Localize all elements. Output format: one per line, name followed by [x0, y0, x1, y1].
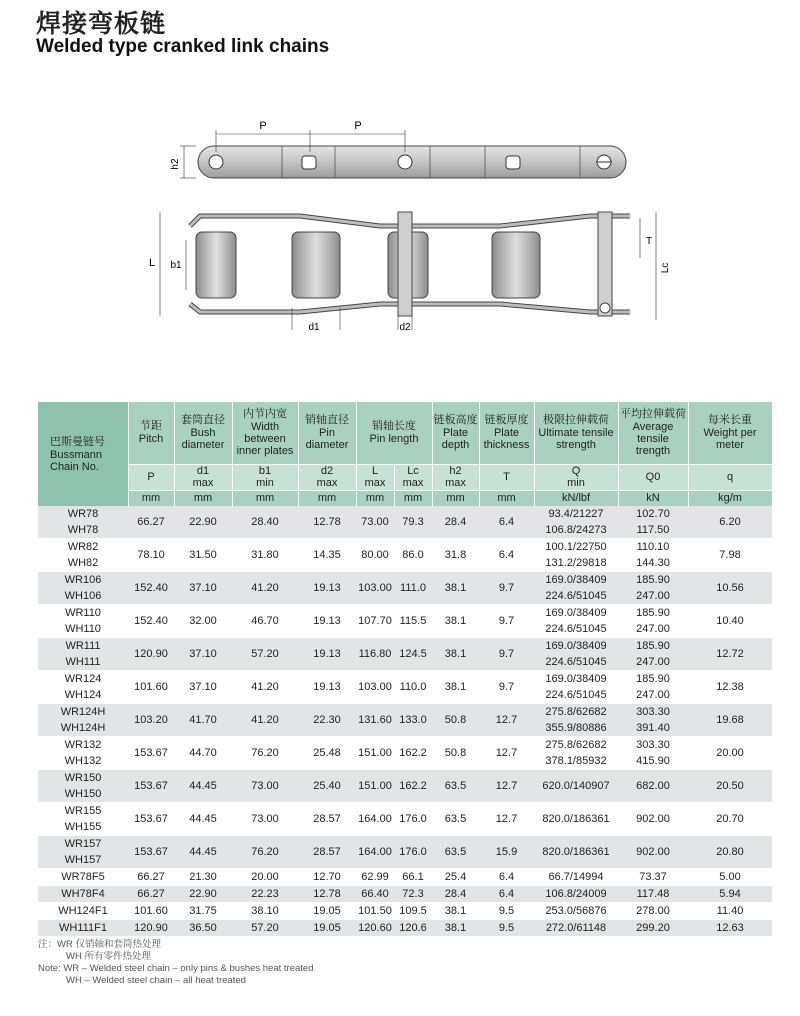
cell-b1: 41.20	[232, 704, 298, 737]
cell-model: WR111 WH111	[38, 638, 128, 671]
label-pitch-1: P	[259, 120, 267, 132]
cell-d2: 19.13	[298, 638, 356, 671]
header-width: 内节内宽 Width between inner plates	[232, 402, 298, 464]
cell-d2: 28.57	[298, 836, 356, 869]
cell-lc: 162.2	[394, 770, 432, 803]
cell-d1: 41.70	[174, 704, 232, 737]
cell-q: 10.56	[688, 572, 772, 605]
cell-h2: 63.5	[432, 770, 479, 803]
cell-model: WR124H WH124H	[38, 704, 128, 737]
cell-model: WR155 WH155	[38, 803, 128, 836]
cell-d1: 44.45	[174, 770, 232, 803]
sym-T: T	[479, 464, 534, 490]
side-view	[170, 120, 626, 178]
sym-q: q	[688, 464, 772, 490]
cell-q0: 185.90 247.00	[618, 605, 688, 638]
cell-lc: 66.1	[394, 869, 432, 886]
table-row	[38, 920, 772, 937]
cell-lc: 86.0	[394, 539, 432, 572]
note-line-2: WH 所有零件热处理	[66, 951, 151, 962]
cell-h2: 38.1	[432, 920, 479, 937]
cell-lc: 111.0	[394, 572, 432, 605]
cell-p: 101.60	[128, 671, 174, 704]
cell-lc: 79.3	[394, 506, 432, 539]
cell-l: 164.00	[356, 803, 394, 836]
cell-b1: 57.20	[232, 638, 298, 671]
cell-d2: 22.30	[298, 704, 356, 737]
unit-Q0: kN	[618, 490, 688, 506]
cell-h2: 50.8	[432, 704, 479, 737]
cell-b1: 73.00	[232, 770, 298, 803]
cell-q0: 110.10 144.30	[618, 539, 688, 572]
cell-t: 9.7	[479, 671, 534, 704]
cell-b1: 31.80	[232, 539, 298, 572]
cell-l: 73.00	[356, 506, 394, 539]
cell-h2: 25.4	[432, 869, 479, 886]
cell-h2: 38.1	[432, 572, 479, 605]
cell-q: 6.20	[688, 506, 772, 539]
cell-b1: 22.23	[232, 886, 298, 903]
cell-q0: 73.37	[618, 869, 688, 886]
sym-L: L max	[356, 464, 394, 490]
cell-q0: 902.00	[618, 803, 688, 836]
header-average: 平均拉伸载荷 Average tensile trength	[618, 402, 688, 464]
cell-lc: 115.5	[394, 605, 432, 638]
cell-p: 120.90	[128, 638, 174, 671]
cell-lc: 109.5	[394, 903, 432, 920]
cell-h2: 38.1	[432, 638, 479, 671]
cell-d2: 28.57	[298, 803, 356, 836]
cell-l: 66.40	[356, 886, 394, 903]
cell-t: 15.9	[479, 836, 534, 869]
unit-d2: mm	[298, 490, 356, 506]
cell-q0: 185.90 247.00	[618, 572, 688, 605]
unit-q: kg/m	[688, 490, 772, 506]
note-line-1: 注：WR 仅销轴和套筒热处理	[38, 939, 161, 950]
sym-Lc: Lc max	[394, 464, 432, 490]
unit-T: mm	[479, 490, 534, 506]
cell-q: 20.00	[688, 737, 772, 770]
cell-t: 12.7	[479, 704, 534, 737]
cell-h2: 38.1	[432, 605, 479, 638]
cell-b1: 38.10	[232, 903, 298, 920]
label-T: T	[646, 236, 653, 247]
cell-t: 12.7	[479, 770, 534, 803]
cell-t: 6.4	[479, 869, 534, 886]
unit-Lc: mm	[394, 490, 432, 506]
label-L: L	[148, 257, 156, 269]
table-row	[38, 506, 772, 539]
cell-model: WR78 WH78	[38, 506, 128, 539]
cell-q0: 303.30 391.40	[618, 704, 688, 737]
table-row	[38, 605, 772, 638]
cell-h2: 31.8	[432, 539, 479, 572]
sym-pitch: P	[128, 464, 174, 490]
unit-L: mm	[356, 490, 394, 506]
header-plate-thickness: 链板厚度 Plate thickness	[479, 402, 534, 464]
table-row	[38, 572, 772, 605]
table-row	[38, 737, 772, 770]
cell-l: 103.00	[356, 572, 394, 605]
cell-t: 9.7	[479, 572, 534, 605]
cell-q: 106.8/24009	[534, 886, 618, 903]
sym-Q: Q min	[534, 464, 618, 490]
cell-d1: 22.90	[174, 506, 232, 539]
cell-d2: 19.05	[298, 903, 356, 920]
cell-b1: 41.20	[232, 572, 298, 605]
cell-b1: 41.20	[232, 671, 298, 704]
cell-h2: 63.5	[432, 836, 479, 869]
label-d2: d2	[399, 322, 411, 333]
cell-d1: 44.45	[174, 836, 232, 869]
cell-d1: 22.90	[174, 886, 232, 903]
cell-model: WR124 WH124	[38, 671, 128, 704]
cell-p: 153.67	[128, 737, 174, 770]
cell-l: 107.70	[356, 605, 394, 638]
cell-b1: 46.70	[232, 605, 298, 638]
cell-model: WH111F1	[38, 920, 128, 937]
cell-model: WH124F1	[38, 903, 128, 920]
cell-l: 116.80	[356, 638, 394, 671]
cell-q: 169.0/38409 224.6/51045	[534, 638, 618, 671]
cell-p: 120.90	[128, 920, 174, 937]
cell-d1: 37.10	[174, 638, 232, 671]
cell-d2: 19.05	[298, 920, 356, 937]
cell-q: 275.8/62682 355.9/80886	[534, 704, 618, 737]
table-row	[38, 671, 772, 704]
cell-d2: 12.78	[298, 886, 356, 903]
cell-h2: 50.8	[432, 737, 479, 770]
note-line-3: Note: WR – Welded steel chain – only pins & bushes heat treated	[38, 963, 314, 974]
cell-q: 19.68	[688, 704, 772, 737]
cell-q: 169.0/38409 224.6/51045	[534, 671, 618, 704]
cell-q0: 299.20	[618, 920, 688, 937]
cell-t: 6.4	[479, 506, 534, 539]
cell-l: 101.50	[356, 903, 394, 920]
cell-model: WR150 WH150	[38, 770, 128, 803]
cell-p: 153.67	[128, 770, 174, 803]
header-ultimate: 极限拉伸载荷 Ultimate tensile strength	[534, 402, 618, 464]
unit-b1: mm	[232, 490, 298, 506]
cell-p: 152.40	[128, 572, 174, 605]
cell-l: 80.00	[356, 539, 394, 572]
cell-d2: 19.13	[298, 671, 356, 704]
cell-d2: 19.13	[298, 605, 356, 638]
cell-lc: 176.0	[394, 836, 432, 869]
cell-q: 5.00	[688, 869, 772, 886]
cell-q0: 303.30 415.90	[618, 737, 688, 770]
cell-p: 66.27	[128, 886, 174, 903]
title-chinese: 焊接弯板链	[36, 9, 167, 38]
table-row	[38, 886, 772, 903]
cell-q: 93.4/21227 106.8/24273	[534, 506, 618, 539]
cell-q: 100.1/22750 131.2/29818	[534, 539, 618, 572]
cell-b1: 57.20	[232, 920, 298, 937]
cell-d1: 31.50	[174, 539, 232, 572]
cell-h2: 63.5	[432, 803, 479, 836]
unit-Q: kN/lbf	[534, 490, 618, 506]
cell-lc: 110.0	[394, 671, 432, 704]
cell-t: 9.5	[479, 903, 534, 920]
cell-l: 62.99	[356, 869, 394, 886]
cell-p: 78.10	[128, 539, 174, 572]
cell-d2: 25.40	[298, 770, 356, 803]
cell-q: 272.0/61148	[534, 920, 618, 937]
cell-b1: 76.20	[232, 836, 298, 869]
cell-b1: 73.00	[232, 803, 298, 836]
cell-lc: 72.3	[394, 886, 432, 903]
cell-lc: 133.0	[394, 704, 432, 737]
sym-b1: b1 min	[232, 464, 298, 490]
spec-table	[38, 402, 773, 937]
cell-d2: 25.48	[298, 737, 356, 770]
cell-q: 12.72	[688, 638, 772, 671]
cell-q0: 278.00	[618, 903, 688, 920]
cell-q: 20.50	[688, 770, 772, 803]
header-plate-depth: 链板高度 Plate depth	[432, 402, 479, 464]
cell-t: 9.5	[479, 920, 534, 937]
cell-q: 620.0/140907	[534, 770, 618, 803]
table-row	[38, 903, 772, 920]
cell-q: 7.98	[688, 539, 772, 572]
table-row	[38, 836, 772, 869]
cell-lc: 162.2	[394, 737, 432, 770]
cell-d1: 44.45	[174, 803, 232, 836]
cell-q: 66.7/14994	[534, 869, 618, 886]
cell-model: WR132 WH132	[38, 737, 128, 770]
cell-lc: 120.6	[394, 920, 432, 937]
sym-d2: d2 max	[298, 464, 356, 490]
cell-q0: 682.00	[618, 770, 688, 803]
sym-h2: h2 max	[432, 464, 479, 490]
cell-d2: 19.13	[298, 572, 356, 605]
cell-d1: 21.30	[174, 869, 232, 886]
unit-d1: mm	[174, 490, 232, 506]
cell-h2: 28.4	[432, 886, 479, 903]
table-row	[38, 704, 772, 737]
cell-h2: 28.4	[432, 506, 479, 539]
cell-h2: 38.1	[432, 903, 479, 920]
cell-p: 66.27	[128, 506, 174, 539]
cell-q: 20.70	[688, 803, 772, 836]
cell-b1: 20.00	[232, 869, 298, 886]
sym-Q0: Q0	[618, 464, 688, 490]
cell-q: 253.0/56876	[534, 903, 618, 920]
cell-l: 151.00	[356, 770, 394, 803]
unit-pitch: mm	[128, 490, 174, 506]
header-weight: 每米长重 Weight per meter	[688, 402, 772, 464]
cell-p: 101.60	[128, 903, 174, 920]
cell-model: WH78F4	[38, 886, 128, 903]
cell-d2: 14.35	[298, 539, 356, 572]
cell-lc: 176.0	[394, 803, 432, 836]
header-pin-diameter: 销轴直径 Pin diameter	[298, 402, 356, 464]
table-row	[38, 803, 772, 836]
cell-lc: 124.5	[394, 638, 432, 671]
table-row	[38, 638, 772, 671]
cell-q: 169.0/38409 224.6/51045	[534, 572, 618, 605]
cell-d1: 32.00	[174, 605, 232, 638]
cell-l: 164.00	[356, 836, 394, 869]
table-row	[38, 869, 772, 886]
cell-q0: 102.70 117.50	[618, 506, 688, 539]
cell-t: 9.7	[479, 605, 534, 638]
cell-p: 152.40	[128, 605, 174, 638]
cell-d1: 36.50	[174, 920, 232, 937]
cell-b1: 28.40	[232, 506, 298, 539]
cell-l: 151.00	[356, 737, 394, 770]
cell-q0: 185.90 247.00	[618, 638, 688, 671]
table-row	[38, 539, 772, 572]
cell-q: 12.38	[688, 671, 772, 704]
note-line-4: WH – Welded steel chain – all heat treated	[66, 975, 246, 986]
cell-d1: 37.10	[174, 671, 232, 704]
cell-d1: 44.70	[174, 737, 232, 770]
label-b1: b1	[170, 260, 182, 271]
cell-q: 169.0/38409 224.6/51045	[534, 605, 618, 638]
title-english: Welded type cranked link chains	[36, 36, 330, 57]
chain-drawing	[130, 108, 690, 348]
cell-q: 10.40	[688, 605, 772, 638]
header-pitch: 节距 Pitch	[128, 402, 174, 464]
table-row	[38, 770, 772, 803]
label-h2: h2	[170, 158, 181, 170]
cell-model: WR82 WH82	[38, 539, 128, 572]
cell-d1: 37.10	[174, 572, 232, 605]
notes	[38, 939, 313, 987]
top-view	[149, 212, 671, 333]
cell-q: 820.0/186361	[534, 836, 618, 869]
cell-t: 12.7	[479, 737, 534, 770]
cell-d1: 31.75	[174, 903, 232, 920]
cell-model: WR110 WH110	[38, 605, 128, 638]
cell-t: 6.4	[479, 886, 534, 903]
cell-q0: 902.00	[618, 836, 688, 869]
label-pitch-2: P	[354, 120, 362, 132]
cell-p: 153.67	[128, 803, 174, 836]
cell-q: 275.8/62682 378.1/85932	[534, 737, 618, 770]
cell-q0: 117.48	[618, 886, 688, 903]
cell-model: WR78F5	[38, 869, 128, 886]
cell-t: 12.7	[479, 803, 534, 836]
cell-model: WR106 WH106	[38, 572, 128, 605]
cell-p: 153.67	[128, 836, 174, 869]
sym-d1: d1 max	[174, 464, 232, 490]
label-Lc: Lc	[660, 262, 671, 274]
cell-q0: 185.90 247.00	[618, 671, 688, 704]
header-pin-length: 销轴长度 Pin length	[356, 402, 432, 464]
label-d1: d1	[308, 322, 320, 333]
cell-h2: 38.1	[432, 671, 479, 704]
cell-p: 103.20	[128, 704, 174, 737]
cell-q: 12.63	[688, 920, 772, 937]
cell-l: 131.60	[356, 704, 394, 737]
cell-model: WR157 WH157	[38, 836, 128, 869]
cell-q: 11.40	[688, 903, 772, 920]
cell-q: 20.80	[688, 836, 772, 869]
cell-l: 103.00	[356, 671, 394, 704]
cell-q: 820.0/186361	[534, 803, 618, 836]
cell-b1: 76.20	[232, 737, 298, 770]
unit-h2: mm	[432, 490, 479, 506]
cell-d2: 12.78	[298, 506, 356, 539]
cell-t: 6.4	[479, 539, 534, 572]
cell-q: 5.94	[688, 886, 772, 903]
header-model: 巴斯曼链号 Bussmann Chain No.	[38, 402, 128, 506]
cell-p: 66.27	[128, 869, 174, 886]
header-bush: 套筒直径 Bush diameter	[174, 402, 232, 464]
cell-t: 9.7	[479, 638, 534, 671]
cell-l: 120.60	[356, 920, 394, 937]
cell-d2: 12.70	[298, 869, 356, 886]
